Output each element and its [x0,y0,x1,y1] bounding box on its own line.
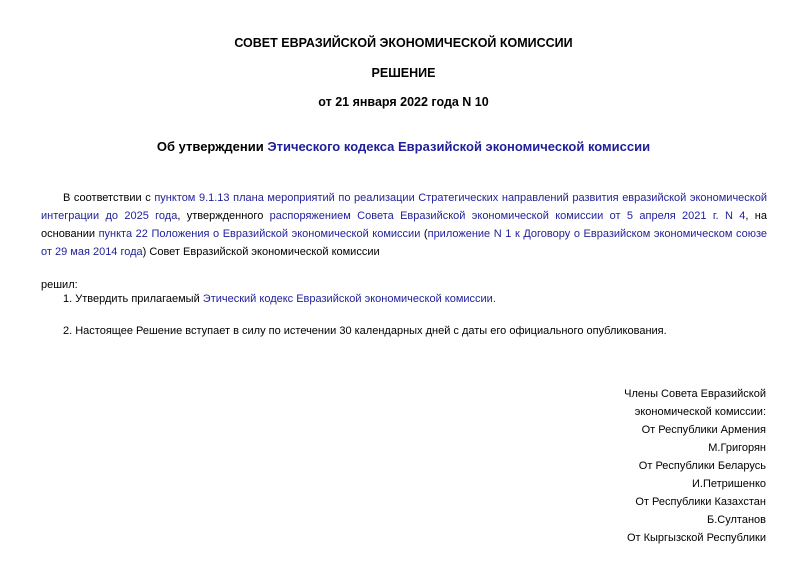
subject-prefix: Об утверждении [156,139,268,154]
signature-line: От Республики Беларусь [638,460,766,472]
decision-item-2: 2. Настоящее Решение вступает в силу по истечении 30 календарных дней с даты его официального опубликования. [63,325,667,337]
signature-line: От Кыргызской Республики [626,532,766,544]
plan-item-link[interactable]: пунктом 9.1.13 плана мероприятий по реализации Стратегических направлений развития евразийской экономической интеграции до 2025 года [41,192,767,222]
regulation-item-link[interactable]: пункта 22 Положения о Евразийской экономической комиссии [98,228,421,240]
treaty-annex-link[interactable]: приложение N 1 к Договору о Евразийском экономическом союзе от 29 мая 2014 года [41,228,767,258]
signature-line: М.Григорян [708,442,766,454]
preamble-text-2: , утвержденного [177,210,270,222]
council-order-link[interactable]: распоряжением Совета Евразийской экономической комиссии от 5 апреля 2021 г. N 4 [269,210,746,222]
resolved-label: решил: [41,279,78,291]
organization-title: СОВЕТ ЕВРАЗИЙСКОЙ ЭКОНОМИЧЕСКОЙ КОМИССИИ [234,36,573,50]
signature-line: От Республики Армения [641,424,766,436]
document-subject [0,139,807,154]
signature-block [624,385,766,547]
signature-line: Члены Совета Евразийской [624,388,766,400]
signature-line: От Республики Казахстан [635,496,766,508]
preamble-text-3: , на основании [41,210,767,240]
signature-line: экономической комиссии: [634,406,766,418]
document-kind: РЕШЕНИЕ [371,66,436,80]
item-1-text: 1. Утвердить прилагаемый [63,293,203,305]
signature-line: Б.Султанов [707,514,766,526]
document-date-number: от 21 января 2022 года N 10 [318,95,489,109]
decision-item-1 [63,290,767,308]
preamble-text-1: В соответствии с [63,192,155,204]
ethics-code-annex-link[interactable]: Этический кодекс Евразийской экономической комиссии. [202,293,496,305]
signature-line: И.Петришенко [692,478,766,490]
preamble-text-4: ( [420,228,428,240]
ethics-code-link[interactable]: Этического кодекса Евразийской экономической комиссии [267,139,651,154]
preamble-text-5: ) Совет Евразийской экономической комиссии [142,246,380,258]
preamble-paragraph [41,189,767,261]
